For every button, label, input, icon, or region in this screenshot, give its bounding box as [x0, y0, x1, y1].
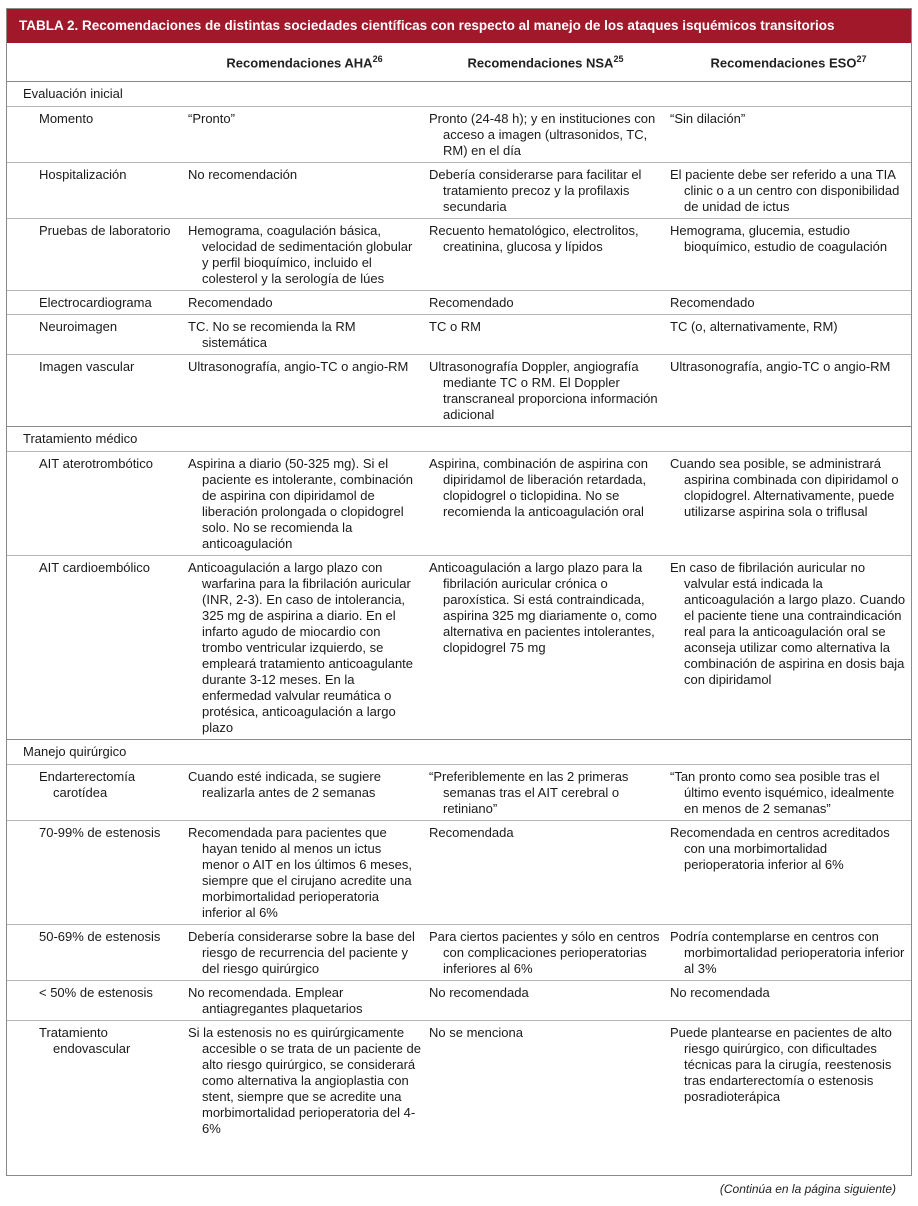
cell-text: No recomendada [429, 985, 529, 1000]
cell-nsa [425, 107, 666, 163]
row-label [7, 107, 184, 163]
cell-text: Recomendado [670, 295, 755, 310]
header-row [7, 43, 911, 82]
row-label [7, 355, 184, 427]
cell-text: Debería considerarse sobre la base del riesgo de recurrencia del paciente y del riesgo quirúrgico [188, 929, 415, 976]
cell-text: Recomendada en centros acreditados con una morbimortalidad perioperatoria inferior al 6% [670, 825, 890, 872]
cell-text: Recomendado [429, 295, 514, 310]
cell-text: El paciente debe ser referido a una TIA clinic o a un centro con disponibilidad de unidad de ictus [670, 167, 900, 214]
cell-eso [666, 452, 911, 556]
section-title: Tratamiento médico [7, 427, 911, 452]
table-title: TABLA 2. Recomendaciones de distintas sociedades científicas con respecto al manejo de los ataques isquémicos transitorios [7, 9, 911, 43]
row-label-text: Momento [39, 111, 94, 126]
cell-aha [184, 315, 425, 355]
cell-text: En caso de fibrilación auricular no valvular está indicada la anticoagulación a largo plazo. Cuando el paciente tiene una contraindicación real para la anticoagulación oral se aconseja utilizar como alternativa la combinación de aspirina en dosis baja con dipiridamol [670, 560, 906, 687]
cell-text: No recomendada [670, 985, 770, 1000]
cell-nsa [425, 219, 666, 291]
row-label [7, 981, 184, 1021]
cell-eso [666, 219, 911, 291]
cell-text: Ultrasonografía Doppler, angiografía mediante TC o RM. El Doppler transcraneal proporciona información adicional [429, 359, 658, 422]
recommendations-table [7, 43, 911, 1140]
table-row [7, 355, 911, 427]
header-empty [7, 43, 184, 82]
row-label-text: 70-99% de estenosis [39, 825, 161, 840]
cell-text: Para ciertos pacientes y sólo en centros con complicaciones perioperatorias inferiores al 6% [429, 929, 660, 976]
row-label [7, 452, 184, 556]
row-label [7, 219, 184, 291]
cell-text: “Preferiblemente en las 2 primeras semanas tras el AIT cerebral o retiniano” [429, 769, 629, 816]
table-row [7, 1021, 911, 1141]
header-nsa: Recomendaciones NSA$^{25}$ [425, 43, 666, 82]
table-frame [6, 8, 912, 1176]
cell-aha [184, 452, 425, 556]
cell-aha [184, 925, 425, 981]
cell-nsa [425, 163, 666, 219]
cell-aha [184, 163, 425, 219]
cell-text: TC o RM [429, 319, 481, 334]
row-label [7, 821, 184, 925]
cell-text: Aspirina a diario (50-325 mg). Si el paciente es intolerante, combinación de aspirina con dipiridamol de liberación prolongada o clopidogrel solo. No se recomienda la anticoagulación [188, 456, 414, 551]
table-row [7, 315, 911, 355]
cell-text: “Sin dilación” [670, 111, 746, 126]
row-label-text: Pruebas de laboratorio [39, 223, 171, 238]
cell-nsa [425, 1021, 666, 1141]
table-row [7, 556, 911, 740]
cell-eso [666, 315, 911, 355]
cell-text: Cuando esté indicada, se sugiere realizarla antes de 2 semanas [188, 769, 381, 800]
cell-text: Cuando sea posible, se administrará aspirina combinada con dipiridamol o clopidogrel. Alternativamente, puede utilizarse aspirina sola o triflusal [670, 456, 899, 519]
table-row [7, 219, 911, 291]
continuation-note: (Continúa en la página siguiente) [719, 1182, 896, 1196]
cell-text: Recuento hematológico, electrolitos, creatinina, glucosa y lípidos [429, 223, 639, 254]
cell-eso [666, 107, 911, 163]
cell-text: Anticoagulación a largo plazo con warfarina para la fibrilación auricular (INR, 2-3). En caso de intolerancia, 325 mg de aspirina a diario. En el infarto agudo de miocardio con trombo ventricular izquierdo, se empleará tratamiento anticoagulante durante 3-12 meses. En la enfermedad valvular reumática o protésica, anticoagulación a largo plazo [188, 560, 414, 735]
cell-text: TC. No se recomienda la RM sistemática [188, 319, 356, 350]
row-label [7, 925, 184, 981]
section-row [7, 427, 911, 452]
table-row [7, 821, 911, 925]
row-label-text: AIT cardioembólico [39, 560, 151, 575]
row-label-text: Neuroimagen [39, 319, 118, 334]
table-row [7, 981, 911, 1021]
cell-eso [666, 291, 911, 315]
cell-text: TC (o, alternativamente, RM) [670, 319, 838, 334]
row-label [7, 1021, 184, 1141]
cell-nsa [425, 765, 666, 821]
cell-text: Podría contemplarse en centros con morbimortalidad perioperatoria inferior al 3% [670, 929, 905, 976]
cell-text: Debería considerarse para facilitar el tratamiento precoz y la profilaxis secundaria [429, 167, 642, 214]
cell-aha [184, 291, 425, 315]
header-aha: Recomendaciones AHA$^{26}$ [184, 43, 425, 82]
cell-eso [666, 163, 911, 219]
row-label-text: Hospitalización [39, 167, 127, 182]
cell-text: Aspirina, combinación de aspirina con dipiridamol de liberación retardada, clopidogrel o ticlopidina. No se recomienda la anticoagulación oral [429, 456, 648, 519]
table-row [7, 452, 911, 556]
row-label-text: < 50% de estenosis [39, 985, 153, 1000]
cell-nsa [425, 821, 666, 925]
cell-text: Ultrasonografía, angio-TC o angio-RM [670, 359, 891, 374]
cell-text: “Tan pronto como sea posible tras el último evento isquémico, idealmente en menos de 2 semanas” [670, 769, 895, 816]
table-body [7, 82, 911, 1141]
cell-aha [184, 556, 425, 740]
row-label-text: 50-69% de estenosis [39, 929, 161, 944]
section-row [7, 740, 911, 765]
row-label-text: Tratamiento endovascular [39, 1025, 131, 1056]
section-title: Manejo quirúrgico [7, 740, 911, 765]
row-label-text: Electrocardiograma [39, 295, 152, 310]
cell-text: Anticoagulación a largo plazo para la fibrilación auricular crónica o paroxística. Si está contraindicada, aspirina 325 mg diariamente o, como alternativa en pacientes intolerantes, clopidogrel 75 mg [429, 560, 657, 655]
cell-text: Si la estenosis no es quirúrgicamente accesible o se trata de un paciente de alto riesgo quirúrgico, se considerará como alternativa la angioplastia con stent, siempre que se acredite una morbimortalidad perioperatoria del 4-6% [188, 1025, 421, 1136]
cell-eso [666, 1021, 911, 1141]
cell-eso [666, 556, 911, 740]
cell-nsa [425, 291, 666, 315]
row-label [7, 315, 184, 355]
cell-nsa [425, 925, 666, 981]
row-label [7, 556, 184, 740]
section-row [7, 82, 911, 107]
row-label-text: Imagen vascular [39, 359, 135, 374]
cell-eso [666, 821, 911, 925]
table-row [7, 107, 911, 163]
row-label [7, 765, 184, 821]
cell-text: Ultrasonografía, angio-TC o angio-RM [188, 359, 409, 374]
table-row [7, 925, 911, 981]
cell-text: No se menciona [429, 1025, 523, 1040]
row-label-text: AIT aterotrombótico [39, 456, 153, 471]
header-eso: Recomendaciones ESO$^{27}$ [666, 43, 911, 82]
cell-aha [184, 355, 425, 427]
cell-eso [666, 355, 911, 427]
cell-aha [184, 981, 425, 1021]
cell-eso [666, 925, 911, 981]
cell-aha [184, 765, 425, 821]
cell-nsa [425, 355, 666, 427]
cell-nsa [425, 315, 666, 355]
row-label [7, 163, 184, 219]
cell-eso [666, 765, 911, 821]
cell-aha [184, 107, 425, 163]
cell-text: Puede plantearse en pacientes de alto riesgo quirúrgico, con dificultades técnicas para la cirugía, reestenosis tras endarterectomía o estenosis posradioterápica [670, 1025, 892, 1104]
cell-text: No recomendada. Emplear antiagregantes plaquetarios [188, 985, 363, 1016]
section-title: Evaluación inicial [7, 82, 911, 107]
cell-nsa [425, 556, 666, 740]
row-label-text: Endarterectomía carotídea [39, 769, 136, 800]
cell-text: Recomendada [429, 825, 514, 840]
cell-text: Recomendado [188, 295, 273, 310]
cell-text: “Pronto” [188, 111, 235, 126]
row-label [7, 291, 184, 315]
cell-text: Hemograma, glucemia, estudio bioquímico, estudio de coagulación [670, 223, 888, 254]
cell-eso [666, 981, 911, 1021]
cell-aha [184, 821, 425, 925]
table-row [7, 765, 911, 821]
table-row [7, 291, 911, 315]
cell-text: Pronto (24-48 h); y en instituciones con acceso a imagen (ultrasonidos, TC, RM) en el día [429, 111, 656, 158]
cell-aha [184, 219, 425, 291]
cell-text: No recomendación [188, 167, 298, 182]
cell-aha [184, 1021, 425, 1141]
cell-text: Hemograma, coagulación básica, velocidad de sedimentación globular y perfil bioquímico, incluido el colesterol y la serología de lúes [188, 223, 413, 286]
cell-nsa [425, 452, 666, 556]
table-row [7, 163, 911, 219]
cell-nsa [425, 981, 666, 1021]
cell-text: Recomendada para pacientes que hayan tenido al menos un ictus menor o AIT en los últimos 6 meses, siempre que el cirujano acredite una morbimortalidad perioperatoria inferior al 6% [188, 825, 413, 920]
